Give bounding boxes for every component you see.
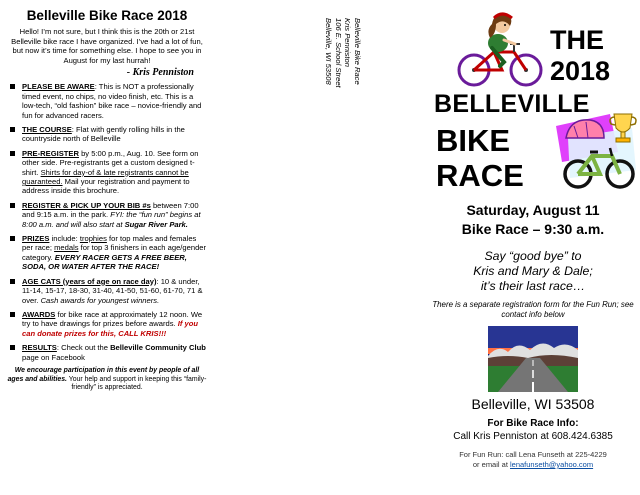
- item-text: for top 3 finishers in each age/gender category.: [22, 243, 207, 262]
- item-text: : Check out the: [56, 343, 111, 353]
- road-illustration: [488, 326, 578, 392]
- footer-bold: We encourage participation in this event by people of all ages and abilities.: [7, 366, 200, 383]
- fun-run-phone: For Fun Run: call Lena Funseth at 225-4229: [459, 450, 607, 459]
- return-address: [314, 18, 362, 138]
- item-text: : Flat with gently rolling hills in the countryside north of Belleville: [22, 125, 185, 144]
- item-label: RESULTS: [22, 343, 57, 353]
- item-text: for bike race at approximately 12 noon. We try to have drawings for prizes before awards.: [22, 309, 203, 329]
- item-text-underlined: trophies: [79, 234, 107, 244]
- cyclist-illustration: [452, 10, 548, 90]
- list-item-age-cats: [6, 277, 208, 305]
- trophy-bike-illustration: [548, 108, 640, 194]
- intro-text: Hello! I’m not sure, but I think this is the 20th or 21st Belleville bike race I have organized. I’ve had a lot of fun, but now it’s time for something else. I hope to see you in August for my last hurrah!: [11, 27, 203, 65]
- email-prefix: or email at: [472, 460, 510, 469]
- item-text: for top males and females per race;: [22, 234, 197, 253]
- item-text-italic: FYI: the “fun run” begins at 8:00 a.m. and will also start at: [22, 210, 201, 229]
- goodbye-line: Kris and Mary & Dale;: [473, 264, 593, 278]
- fun-run-note: There is a separate registration form for the Fun Run; see contact info below: [432, 300, 634, 319]
- title-belleville: BELLEVILLE: [434, 90, 590, 118]
- item-label: AGE CATS (years of age on race day): [22, 276, 157, 286]
- event-city: Belleville, WI 53508: [471, 396, 595, 412]
- address-line: Belleville, WI 53508: [324, 18, 334, 85]
- item-text: page on Facebook: [22, 352, 85, 362]
- list-item-preregister: [6, 149, 208, 196]
- left-title: Belleville Bike Race 2018: [26, 8, 188, 23]
- item-label: AWARDS: [22, 309, 56, 319]
- list-item-results: [6, 343, 208, 362]
- signature: - Kris Penniston: [126, 67, 194, 79]
- fun-run-email-line: [430, 460, 636, 470]
- info-contact: Call Kris Penniston at 608.424.6385: [453, 431, 613, 442]
- goodbye-line: Say “good bye” to: [484, 249, 582, 263]
- goodbye-line: it’s their last race…: [480, 279, 586, 293]
- address-line: Belleville Bike Race: [353, 18, 362, 85]
- item-text-bold-italic: Sugar River Park.: [124, 219, 188, 229]
- right-panel: [426, 0, 640, 495]
- item-text-underlined: Shirts for day-of & late registrants cannot be guaranteed.: [22, 167, 189, 187]
- item-text: include:: [49, 234, 80, 244]
- goodbye-message: [426, 249, 640, 294]
- info-heading: For Bike Race Info:: [487, 418, 579, 429]
- event-time: Bike Race – 9:30 a.m.: [461, 221, 605, 237]
- email-link[interactable]: lenafunseth@yahoo.com: [510, 460, 594, 469]
- item-label: THE COURSE: [22, 125, 72, 134]
- info-list: [6, 82, 208, 362]
- item-label: PRIZES: [22, 234, 50, 244]
- list-item-course: [6, 125, 208, 144]
- item-text: between 7:00 and 9:15 a.m. in the park.: [22, 200, 199, 220]
- list-item-register: [6, 201, 208, 229]
- title-year: 2018: [550, 56, 611, 86]
- item-label: PRE-REGISTER: [22, 148, 79, 158]
- address-line: Kris Penniston: [343, 18, 353, 67]
- list-item-awards: [6, 310, 208, 338]
- fun-run-contact: [430, 450, 636, 470]
- item-label: PLEASE BE AWARE: [22, 82, 95, 92]
- item-text-underlined: medals: [54, 243, 79, 253]
- title-the: THE: [550, 25, 604, 55]
- item-text: : This is NOT a professionally timed event, no chips, no video finish, etc. This is a low-tech, “old fashion” bike race – novice-friendly and fun for advanced racers.: [22, 82, 202, 120]
- left-footer: [6, 367, 208, 393]
- address-line: 106 E. School Street: [334, 18, 343, 88]
- item-text-bold-italic: EVERY RACER GETS A FREE BEER, SODA, OR WATER AFTER THE RACE!: [22, 252, 187, 272]
- left-panel: [6, 8, 208, 490]
- list-item-aware: [6, 82, 208, 120]
- item-text: by 5:00 p.m., Aug. 10. See form on other side. Pre-registrants get a custom designed t-shirt.: [22, 148, 199, 177]
- item-text-bold: Belleville Community Club: [110, 343, 206, 353]
- list-item-prizes: [6, 234, 208, 272]
- item-label: REGISTER & PICK UP YOUR BIB #s: [22, 200, 151, 210]
- event-date: Saturday, August 11: [466, 202, 600, 218]
- item-text: : 10 & under, 11-14, 15-17, 18-30, 31-40, 41-50, 51-60, 61-70, 71 & over.: [22, 276, 203, 305]
- item-text-red: If you can donate prizes for this, CALL KRIS!!!: [22, 319, 198, 338]
- title-race: RACE: [436, 158, 524, 193]
- footer-text: Your help and support in keeping this “family- friendly” is appreciated.: [66, 375, 207, 392]
- item-text-italic: Cash awards for youngest winners.: [40, 295, 160, 305]
- title-bike: BIKE: [436, 123, 511, 158]
- item-text: Mail your registration and payment to address inside this brochure.: [22, 177, 190, 196]
